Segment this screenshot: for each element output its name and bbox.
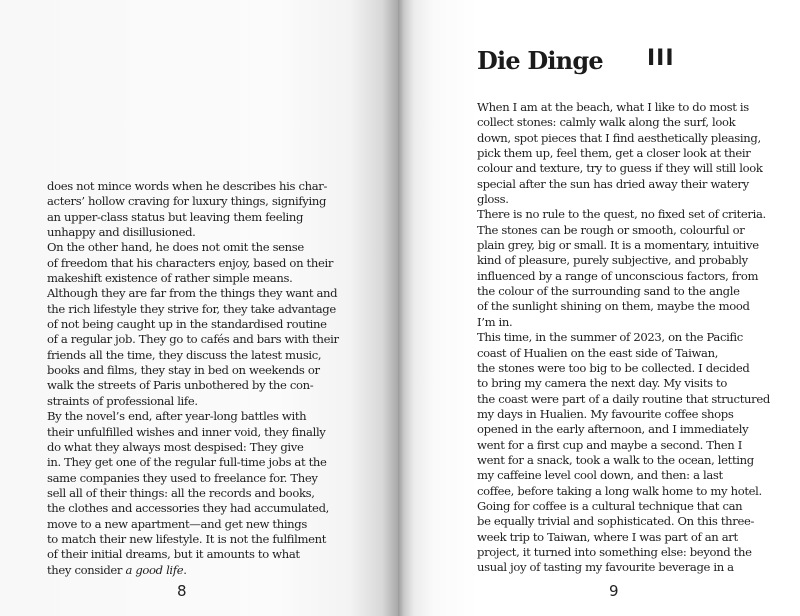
text-line: coffee, before taking a long walk home to my hotel. xyxy=(477,483,762,498)
text-line: Although they are far from the things they want and xyxy=(47,286,338,301)
text-line: When I am at the beach, what I like to do most is xyxy=(477,100,749,114)
text-line: On the other hand, he does not omit the sense xyxy=(47,240,304,255)
text-line: down, spot pieces that I find aesthetically pleasing, xyxy=(477,130,761,145)
text-line: pick them up, feel them, get a closer look at their xyxy=(477,146,751,161)
text-line: gloss. xyxy=(477,192,509,207)
text-line: By the novel’s end, after year-long battles with xyxy=(47,409,307,424)
text-line: There is no rule to the quest, no fixed set of criteria. xyxy=(477,207,766,222)
text-line: of the sunlight shining on them, maybe the mood xyxy=(477,299,750,314)
text-line: straints of professional life. xyxy=(47,393,198,408)
text-line: do what they always most despised: They give xyxy=(47,439,304,454)
text-line: Going for coffee is a cultural technique that can xyxy=(477,498,743,513)
text-line: acters’ hollow craving for luxury things, signifying xyxy=(47,194,327,209)
text-line: special after the sun has dried away their watery xyxy=(477,176,749,191)
text-line: to bring my camera the next day. My visits to xyxy=(477,376,728,391)
text-line: coast of Hualien on the east side of Taiwan, xyxy=(477,345,719,360)
text-line: went for a first cup and maybe a second. Then I xyxy=(477,437,742,452)
text-line: my caffeine level cool down, and then: a last xyxy=(477,468,723,483)
text-line: the stones were too big to be collected. I decided xyxy=(477,360,750,375)
text-line: of freedom that his characters enjoy, based on their xyxy=(47,255,334,270)
text-line: in. They get one of the regular full-time jobs at the xyxy=(47,455,327,470)
text-line: the clothes and accessories they had accumulated, xyxy=(47,501,329,516)
italic-phrase: a good life xyxy=(125,562,184,577)
right-page-number: 9 xyxy=(609,582,619,600)
text-line: same companies they used to freelance for. They xyxy=(47,470,318,485)
text-line xyxy=(47,563,339,578)
text-line: move to a new apartment—and get new things xyxy=(47,516,307,531)
text-fragment: they consider xyxy=(47,562,126,577)
text-line: the rich lifestyle they strive for, they take advantage xyxy=(47,301,336,316)
text-line: collect stones: calmly walk along the surf, look xyxy=(477,115,736,130)
text-line: my days in Hualien. My favourite coffee shops xyxy=(477,406,734,421)
text-line: walk the streets of Paris unbothered by the con- xyxy=(47,378,314,393)
text-fragment: . xyxy=(183,562,187,577)
text-line: unhappy and disillusioned. xyxy=(47,225,196,240)
text-line: an upper-class status but leaving them feeling xyxy=(47,209,304,224)
right-page-body-text xyxy=(477,100,770,576)
text-line: to match their new lifestyle. It is not the fulfilment xyxy=(47,531,327,546)
text-line: colour and texture, try to guess if they will still look xyxy=(477,161,763,176)
text-line: does not mince words when he describes his char- xyxy=(47,179,328,193)
text-line: of their initial dreams, but it amounts to what xyxy=(47,547,300,562)
text-line: plain grey, big or small. It is a momentary, intuitive xyxy=(477,238,759,253)
text-line: the colour of the surrounding sand to the angle xyxy=(477,284,740,299)
text-line: books and films, they stay in bed on weekends or xyxy=(47,363,320,378)
text-line: project, it turned into something else: beyond the xyxy=(477,544,752,559)
text-line: makeshift existence of rather simple means. xyxy=(47,271,293,286)
text-line: kind of pleasure, purely subjective, and probably xyxy=(477,253,748,268)
left-page-body-text xyxy=(47,179,339,578)
text-line: I’m in. xyxy=(477,314,513,329)
text-line: went for a snack, took a walk to the ocean, letting xyxy=(477,452,754,467)
left-page xyxy=(0,0,398,616)
text-line: sell all of their things: all the records and books, xyxy=(47,485,315,500)
text-line: the coast were part of a daily routine that structured xyxy=(477,391,770,406)
text-line: influenced by a range of unconscious factors, from xyxy=(477,268,759,283)
text-line: friends all the time, they discuss the latest music, xyxy=(47,347,322,362)
text-line: week trip to Taiwan, where I was part of an art xyxy=(477,529,738,544)
chapter-roman-numeral: III xyxy=(647,46,675,71)
left-page-number: 8 xyxy=(177,582,187,600)
text-line: opened in the early afternoon, and I immediately xyxy=(477,422,749,437)
text-line: their unfulfilled wishes and inner void, they finally xyxy=(47,424,326,439)
text-line: The stones can be rough or smooth, colourful or xyxy=(477,222,745,237)
chapter-title: Die Dinge xyxy=(477,46,603,75)
text-line: usual joy of tasting my favourite beverage in a xyxy=(477,560,734,575)
text-line: be equally trivial and sophisticated. On this three- xyxy=(477,514,755,529)
text-line: of a regular job. They go to cafés and bars with their xyxy=(47,332,339,347)
text-line: This time, in the summer of 2023, on the Pacific xyxy=(477,330,743,345)
text-line: of not being caught up in the standardised routine xyxy=(47,317,327,332)
